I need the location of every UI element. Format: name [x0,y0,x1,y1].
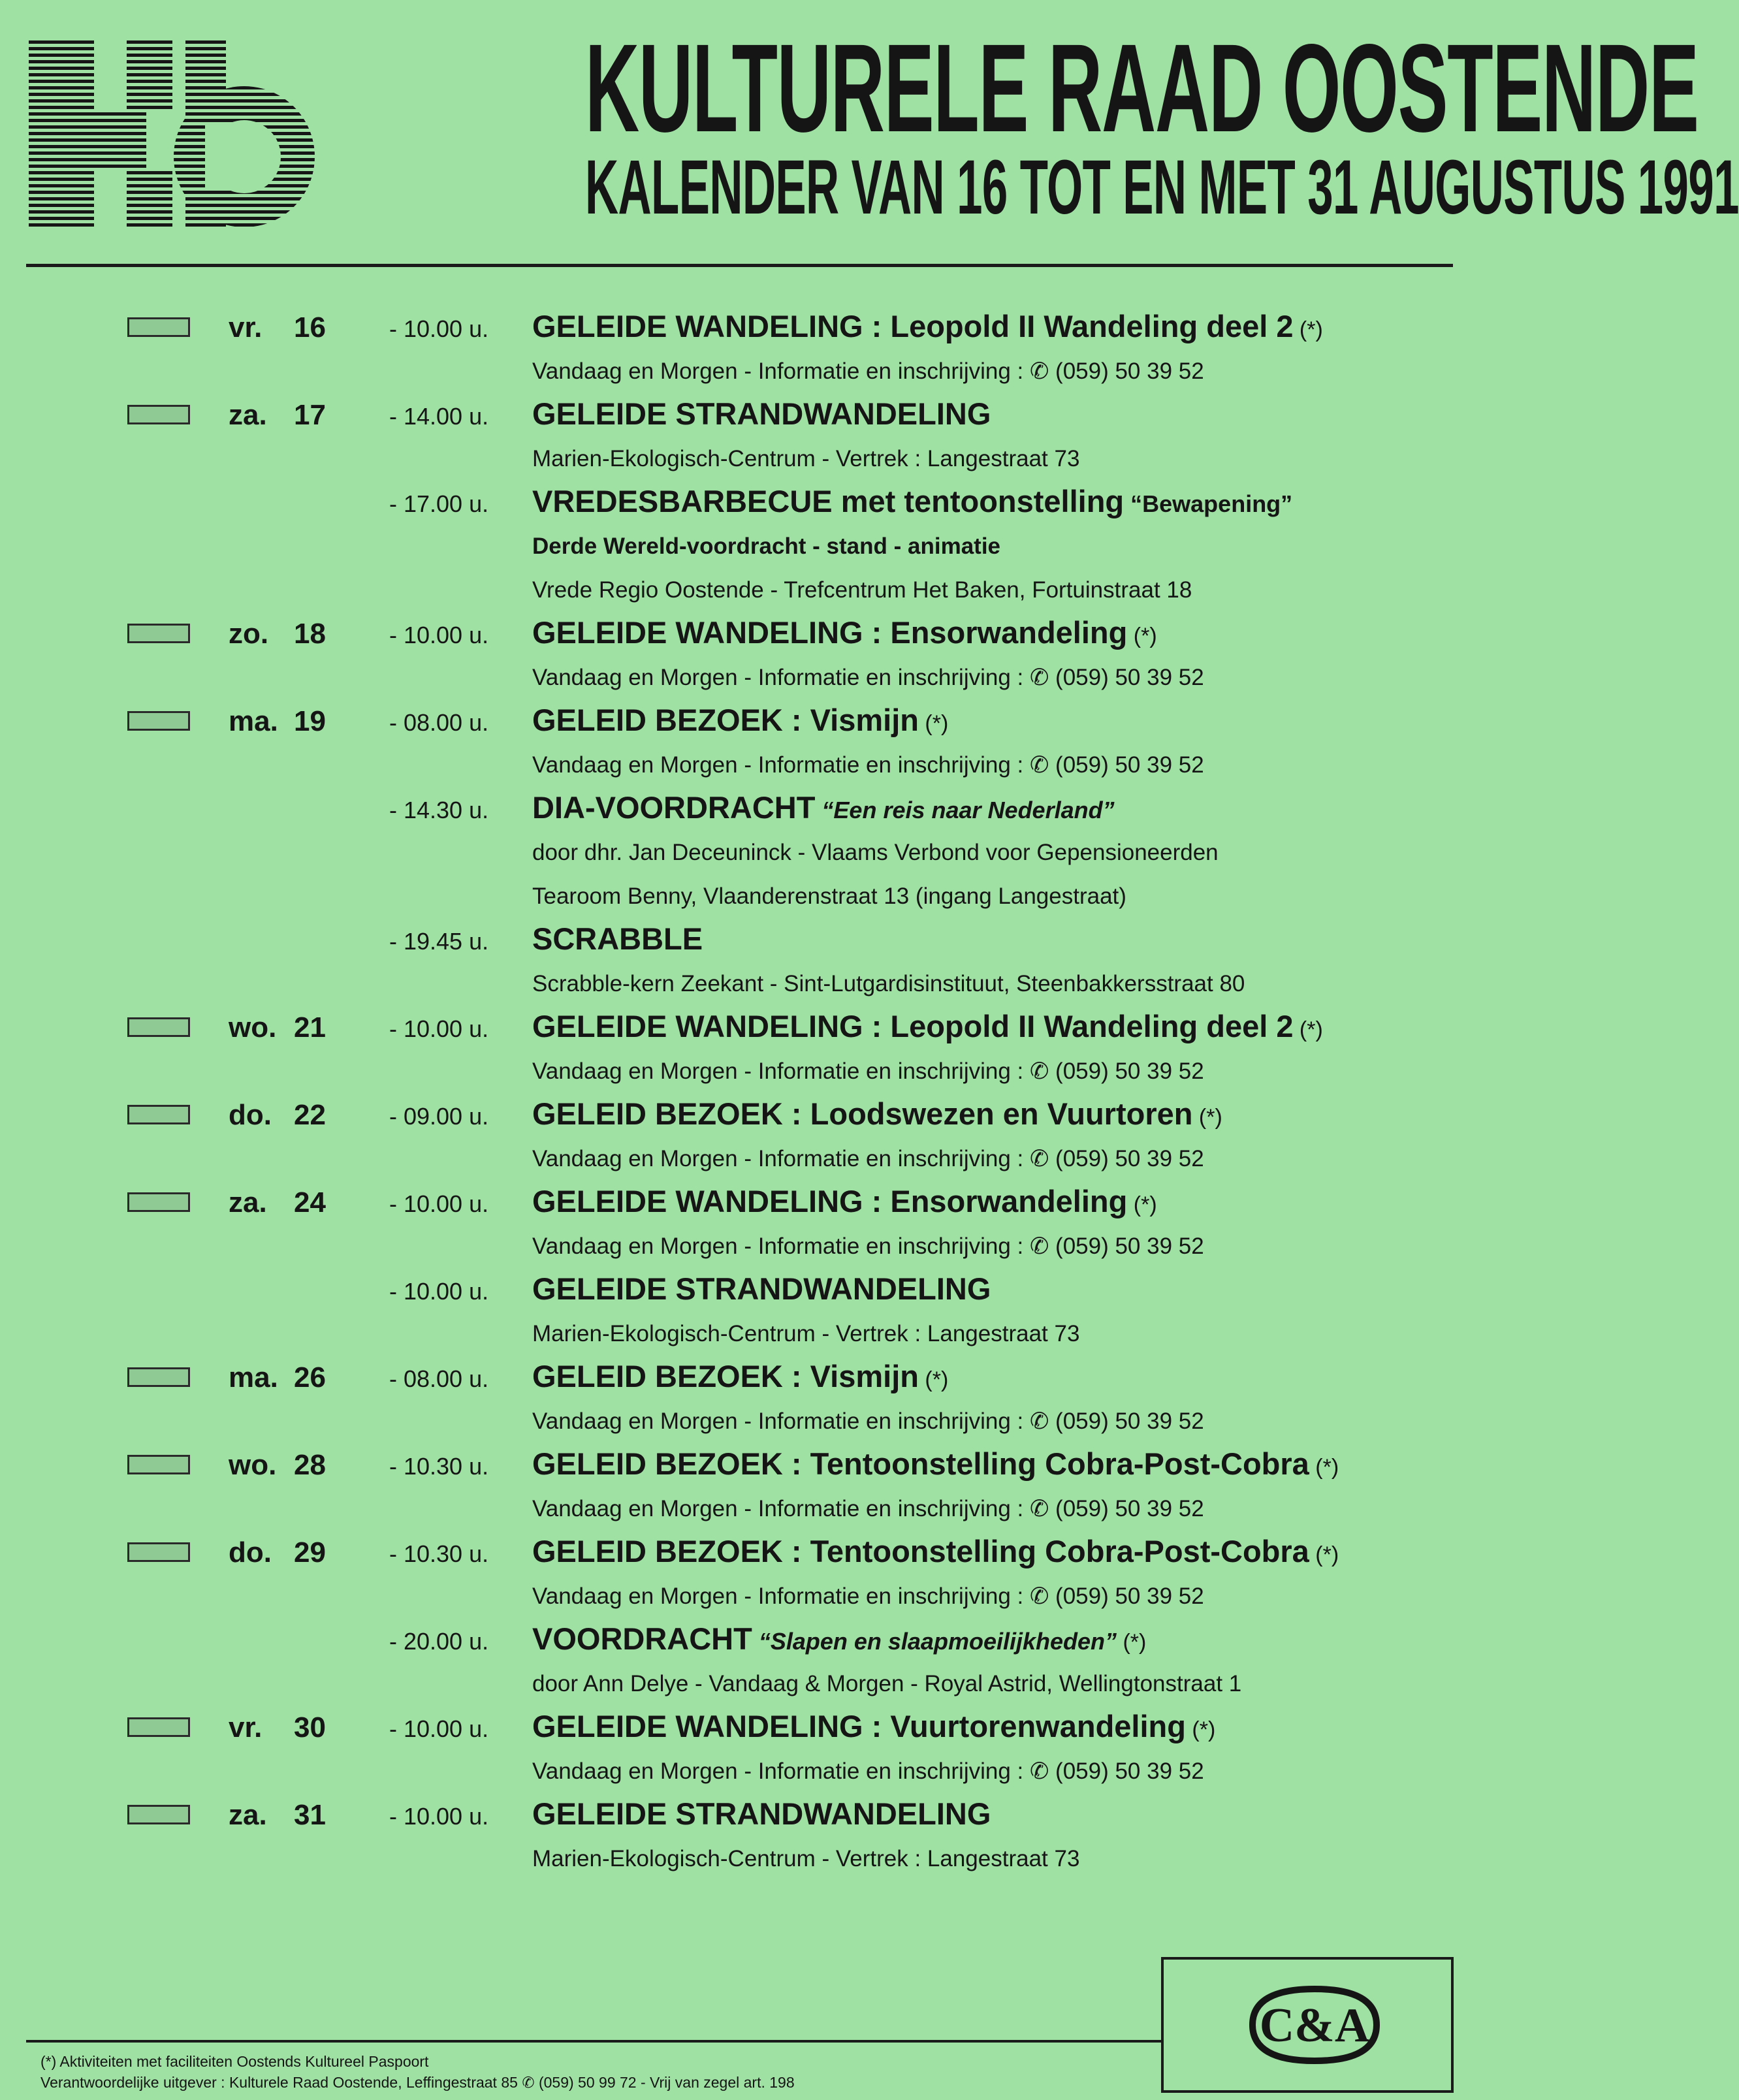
event-title: GELEIDE WANDELING : [532,1009,882,1043]
event-title-line [532,1182,1157,1224]
paspoort-marker: (*) [1309,1455,1339,1480]
event-title-line [532,1532,1339,1574]
header-divider [26,264,1453,267]
event-time: - 20.00 u. [389,1628,489,1655]
event-detail: Derde Wereld-voordracht - stand - animatie [532,533,1001,559]
event-time: - 10.00 u. [389,1190,489,1217]
event-detail: Vandaag en Morgen - Informatie en inschrijving : ✆ (059) 50 39 52 [532,1758,1204,1784]
event-row [0,1182,1475,1226]
event-title-line [532,1794,991,1834]
event-subject: Ensorwandeling [882,1184,1128,1218]
event-subject: Leopold II Wandeling deel 2 [882,1009,1294,1043]
event-quote: “Bewapening” [1124,490,1293,517]
publisher-line: Verantwoordelijke uitgever : Kulturele Raad Oostende, Leffingestraat 85 ✆ (059) 50 99 72 - Vrij van zegel art. 198 [40,2074,795,2091]
day-number: 31 [294,1799,326,1831]
day-number: 21 [294,1011,326,1043]
day-number: 30 [294,1711,326,1743]
event-detail-row [0,1751,1475,1794]
event-detail-row [0,657,1475,701]
event-row [0,1444,1475,1488]
paspoort-marker: (*) [918,1367,949,1392]
event-detail-row [0,1226,1475,1269]
event-detail-row [0,963,1475,1007]
day-name: vr. [229,1711,263,1743]
event-title-line [532,1357,948,1399]
event-time: - 09.00 u. [389,1103,489,1130]
event-row [0,1707,1475,1751]
event-row [0,788,1475,832]
paspoort-marker: (*) [1293,1017,1323,1042]
event-title: GELEID BEZOEK : [532,703,802,737]
event-title: GELEIDE STRANDWANDELING [532,1796,991,1831]
event-quote: “Slapen en slaapmoeilijkheden” [752,1628,1117,1655]
event-title: GELEIDE WANDELING : [532,615,882,650]
event-detail: Vandaag en Morgen - Informatie en inschrijving : ✆ (059) 50 39 52 [532,1146,1204,1171]
day-number: 17 [294,399,326,431]
event-title: GELEIDE STRANDWANDELING [532,396,991,431]
event-detail: Vrede Regio Oostende - Trefcentrum Het Baken, Fortuinstraat 18 [532,577,1192,603]
date-marker-box [127,711,190,731]
event-row [0,1094,1475,1138]
event-time: - 14.30 u. [389,797,489,823]
event-detail-row [0,1051,1475,1094]
event-detail: Vandaag en Morgen - Informatie en inschrijving : ✆ (059) 50 39 52 [532,1058,1204,1084]
kb-logo-graphic [29,40,327,227]
day-name: ma. [229,705,278,737]
event-detail-row [0,744,1475,788]
day-name: vr. [229,311,263,343]
event-title-line [532,613,1157,656]
event-title: GELEID BEZOEK : [532,1534,802,1568]
event-detail: Marien-Ekologisch-Centrum - Vertrek : Langestraat 73 [532,446,1080,471]
day-number: 26 [294,1361,326,1393]
event-detail-row [0,1313,1475,1357]
paspoort-marker: (*) [1117,1630,1147,1655]
event-time: - 10.30 u. [389,1453,489,1480]
event-time: - 10.00 u. [389,1803,489,1830]
event-title: DIA-VOORDRACHT [532,790,816,825]
event-subject: Leopold II Wandeling deel 2 [882,309,1294,343]
event-title: GELEID BEZOEK : [532,1446,802,1481]
event-time: - 19.45 u. [389,928,489,955]
event-subject: Ensorwandeling [882,615,1128,650]
date-marker-box [127,1105,190,1124]
event-title: SCRABBLE [532,921,703,956]
event-detail-row [0,832,1475,876]
day-name: wo. [229,1449,277,1481]
event-title-line [532,1094,1222,1137]
event-title: GELEIDE STRANDWANDELING [532,1271,991,1306]
paspoort-marker: (*) [918,711,949,736]
calendar-list [0,307,1475,1882]
event-row [0,919,1475,963]
event-subject: Tentoonstelling Cobra-Post-Cobra [801,1446,1309,1481]
event-detail-row [0,1663,1475,1707]
ca-logo-text: C&A [1259,1999,1370,2052]
event-detail: door Ann Delye - Vandaag & Morgen - Royal Astrid, Wellingtonstraat 1 [532,1671,1242,1696]
day-name: za. [229,1186,267,1218]
day-name: do. [229,1099,272,1131]
event-detail-row [0,1488,1475,1532]
day-number: 18 [294,618,326,650]
event-title-line [532,788,1115,830]
event-title: VREDESBARBECUE [532,484,833,518]
event-title: GELEID BEZOEK : [532,1359,802,1393]
event-detail-row [0,1838,1475,1882]
event-title-line [532,1444,1339,1487]
event-row [0,1532,1475,1576]
event-row [0,307,1475,351]
kb-logo [29,40,327,227]
paspoort-marker: (*) [1127,1192,1157,1217]
event-time: - 08.00 u. [389,1365,489,1392]
day-name: za. [229,399,267,431]
ca-logo-graphic [1226,1976,1403,2074]
event-title-line [532,919,703,959]
day-name: za. [229,1799,267,1831]
event-detail: Vandaag en Morgen - Informatie en inschrijving : ✆ (059) 50 39 52 [532,1408,1204,1434]
event-title: GELEIDE WANDELING : [532,309,882,343]
day-number: 28 [294,1449,326,1481]
event-detail-row [0,876,1475,919]
event-subject: Tentoonstelling Cobra-Post-Cobra [801,1534,1309,1568]
event-row [0,1007,1475,1051]
event-detail: Marien-Ekologisch-Centrum - Vertrek : Langestraat 73 [532,1846,1080,1871]
event-row [0,613,1475,657]
day-name: zo. [229,618,269,650]
event-subject: met tentoonstelling [832,484,1125,518]
event-title-line [532,1269,991,1309]
event-row [0,1794,1475,1838]
date-marker-box [127,1542,190,1562]
paspoort-marker: (*) [1309,1542,1339,1567]
day-number: 24 [294,1186,326,1218]
event-detail-row [0,1401,1475,1444]
event-row [0,1357,1475,1401]
day-number: 22 [294,1099,326,1131]
event-time: - 08.00 u. [389,709,489,736]
footer-divider [26,2040,1162,2043]
event-row [0,1269,1475,1313]
paspoort-marker: (*) [1127,624,1157,648]
event-time: - 14.00 u. [389,403,489,430]
event-detail-row [0,526,1475,569]
day-number: 29 [294,1536,326,1568]
paspoort-marker: (*) [1185,1717,1216,1742]
event-time: - 10.00 u. [389,1015,489,1042]
event-time: - 10.30 u. [389,1540,489,1567]
event-time: - 10.00 u. [389,315,489,342]
event-detail: Vandaag en Morgen - Informatie en inschrijving : ✆ (059) 50 39 52 [532,1583,1204,1609]
date-marker-box [127,317,190,337]
event-detail-row [0,569,1475,613]
day-number: 16 [294,311,326,343]
date-marker-box [127,624,190,643]
event-title-line [532,307,1323,349]
event-detail: Marien-Ekologisch-Centrum - Vertrek : Langestraat 73 [532,1321,1080,1346]
event-subject: Vismijn [801,1359,919,1393]
event-row [0,701,1475,744]
event-title-line [532,482,1292,524]
footnote: (*) Aktiviteiten met faciliteiten Oostends Kultureel Paspoort [40,2053,429,2070]
date-marker-box [127,1367,190,1387]
event-title-line [532,1707,1215,1749]
event-title: GELEID BEZOEK : [532,1096,802,1131]
event-row [0,1619,1475,1663]
date-marker-box [127,1017,190,1037]
event-detail: Vandaag en Morgen - Informatie en inschrijving : ✆ (059) 50 39 52 [532,752,1204,778]
event-detail: door dhr. Jan Deceuninck - Vlaams Verbond voor Gepensioneerden [532,840,1219,865]
event-title: VOORDRACHT [532,1621,752,1656]
event-time: - 17.00 u. [389,490,489,517]
event-subject: Vuurtorenwandeling [882,1709,1186,1743]
event-subject: Loodswezen en Vuurtoren [801,1096,1193,1131]
date-marker-box [127,1455,190,1474]
event-detail: Scrabble-kern Zeekant - Sint-Lutgardisinstituut, Steenbakkersstraat 80 [532,971,1245,996]
event-detail: Vandaag en Morgen - Informatie en inschrijving : ✆ (059) 50 39 52 [532,1496,1204,1521]
date-marker-box [127,1717,190,1737]
event-title-line [532,701,948,743]
event-detail-row [0,1138,1475,1182]
page-subtitle: KALENDER VAN 16 TOT EN MET 31 AUGUSTUS 1991 [585,144,1739,231]
ca-logo [1226,1976,1403,2074]
paspoort-marker: (*) [1192,1105,1222,1130]
event-title-line [532,1619,1146,1662]
date-marker-box [127,1192,190,1212]
date-marker-box [127,1805,190,1824]
paspoort-marker: (*) [1293,317,1323,342]
page-title: KULTURELE RAAD OOSTENDE [585,18,1699,158]
event-row [0,482,1475,526]
day-number: 19 [294,705,326,737]
event-time: - 10.00 u. [389,1715,489,1742]
event-row [0,394,1475,438]
event-detail: Vandaag en Morgen - Informatie en inschrijving : ✆ (059) 50 39 52 [532,358,1204,384]
event-detail-row [0,1576,1475,1619]
event-quote: “Een reis naar Nederland” [815,797,1115,823]
event-title-line [532,394,991,434]
day-name: do. [229,1536,272,1568]
day-name: wo. [229,1011,277,1043]
day-name: ma. [229,1361,278,1393]
event-detail-row [0,438,1475,482]
event-time: - 10.00 u. [389,622,489,648]
event-time: - 10.00 u. [389,1278,489,1305]
event-title-line [532,1007,1323,1049]
event-title: GELEIDE WANDELING : [532,1184,882,1218]
event-detail: Vandaag en Morgen - Informatie en inschrijving : ✆ (059) 50 39 52 [532,1233,1204,1259]
event-detail: Vandaag en Morgen - Informatie en inschrijving : ✆ (059) 50 39 52 [532,665,1204,690]
event-detail-row [0,351,1475,394]
date-marker-box [127,405,190,424]
event-detail: Tearoom Benny, Vlaanderenstraat 13 (ingang Langestraat) [532,883,1126,909]
event-subject: Vismijn [801,703,919,737]
event-title: GELEIDE WANDELING : [532,1709,882,1743]
